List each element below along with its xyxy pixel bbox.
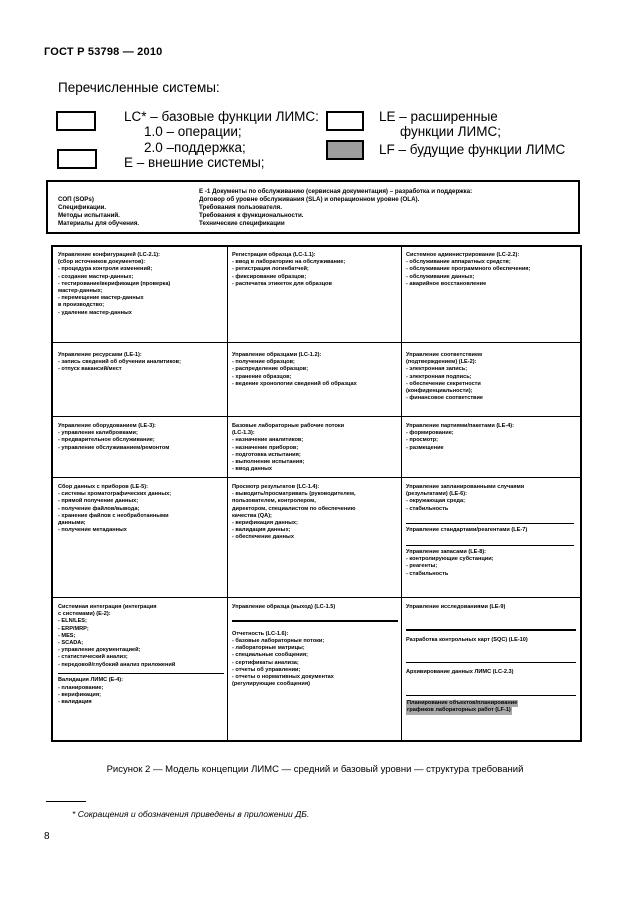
cell-separator (406, 545, 574, 547)
cell-line: - финансовое соответствие (406, 395, 484, 402)
legend-box-lc (56, 111, 96, 131)
sop-left-item: Спецификации. (58, 204, 107, 211)
cell-reporting (232, 631, 398, 689)
cell-line: Управление запланированными случаями (406, 484, 525, 490)
cell-line: (результатами) (LE-6): (406, 491, 467, 498)
sop-right-item: Договор об уровне обслуживания (SLA) и операционном уровне (OLA). (199, 196, 420, 203)
grid-divider (53, 342, 580, 343)
sop-right-item: Е -1 Документы по обслуживанию (сервисная документация) – разработка и поддержка: (199, 188, 473, 195)
sop-left-item: Методы испытаний. (58, 212, 120, 219)
cell-line: - электронная подпись; (406, 373, 472, 380)
cell-system-integration (58, 604, 224, 669)
sop-box (46, 180, 580, 234)
cell-line: Отчетность (LC-1.6): (232, 630, 289, 637)
cell-system-admin (406, 252, 530, 288)
cell-line: Управление конфигурацией (LC-2.1): (58, 252, 161, 258)
cell-line: Управление партиями/пакетами (LE-4): (406, 423, 515, 429)
cell-line: Разработка контрольных карт (SQC) (LE-10) (406, 636, 528, 643)
cell-line: Сбор данных с приборов (LE-5): (58, 484, 148, 490)
cell-line: - получение образцов; (232, 359, 295, 366)
legend-le-line1: LE – расширенные (379, 109, 498, 124)
cell-line: - предварительное обслуживание; (58, 437, 155, 444)
cell-line: Базовые лабораторные рабочие потоки (232, 423, 345, 429)
cell-line: - верификация; (58, 691, 101, 698)
cell-line: - лабораторные матрицы; (232, 645, 305, 652)
page-number: 8 (44, 831, 50, 842)
cell-line: - выводить/просматривать (руководителем, (232, 491, 356, 498)
cell-lims-validation (58, 677, 224, 706)
sop-right-item: Требования к функциональности. (199, 212, 304, 219)
cell-compliance-management (406, 352, 483, 402)
grid-divider (227, 247, 228, 740)
cell-inventory (406, 549, 574, 578)
cell-line: - формирование; (406, 430, 454, 437)
cell-line: - обслуживание данных; (406, 273, 475, 280)
cell-research-management (406, 604, 576, 611)
cell-basic-workflows (232, 423, 344, 473)
cell-line: Управление соответствием (406, 352, 483, 358)
cell-separator (406, 523, 574, 525)
footnote-rule (46, 801, 86, 802)
cell-line: - назначение аналитиков; (232, 437, 304, 444)
cell-line: - валидация (58, 698, 92, 705)
cell-line: Валидация ЛИМС (E-4): (58, 677, 123, 684)
cell-line: Планирование объектов/планирование (407, 700, 518, 707)
cell-line: - ввод в лабораторию на обслуживание; (232, 259, 346, 266)
cell-line: - обслуживание аппаратных средств; (406, 259, 511, 266)
cell-line: - ведение хронологии сведений об образцах (232, 380, 357, 387)
cell-scheduled-events-group (406, 484, 574, 578)
cell-sample-registration (232, 252, 345, 288)
cell-line: Управление стандартами/реагентами (LE-7) (406, 527, 528, 534)
grid-divider (53, 477, 580, 478)
legend-box-e (57, 149, 97, 169)
cell-line: - верификация данных; (232, 520, 298, 527)
cell-line: - окружающая среда; (406, 498, 465, 505)
cell-line: - SCADA; (58, 640, 84, 647)
cell-control-charts (406, 637, 576, 644)
cell-line: - подготовка испытания; (232, 451, 301, 458)
cell-line: - размещение (406, 444, 444, 451)
cell-output-group (232, 604, 398, 688)
cell-line: - удаление мастер-данных (58, 309, 132, 316)
grid-divider (53, 416, 580, 417)
cell-line: - сертификаты анализа; (232, 659, 299, 666)
cell-line: - распечатка этикеток для образцов (232, 280, 332, 287)
cell-line: - отчеты о нормативных документах (232, 673, 334, 680)
cell-line: - обеспечение данных (232, 534, 294, 541)
sop-right-item: Технические спецификации (199, 220, 285, 227)
legend-lc-line3: 2.0 –поддержка; (144, 140, 246, 155)
legend-lf-line: LF – будущие функции ЛИМС (379, 142, 566, 157)
cell-line: графиков лабораторных работ (LF-1) (407, 707, 511, 714)
cell-line: - ELN/LES; (58, 618, 87, 625)
cell-scheduled-events (406, 484, 574, 513)
cell-line: - MES; (58, 632, 76, 639)
figure-caption: Рисунок 2 — Модель концепции ЛИМС — средний и базовый уровни — структура требований (106, 764, 524, 775)
cell-line: - хранение образцов; (232, 373, 292, 380)
cell-line: Системное администрирование (LC-2.2): (406, 252, 520, 258)
cell-line: - реагенты; (406, 563, 438, 570)
cell-line: - ERP/MRP; (58, 625, 89, 632)
cell-planning-future (406, 700, 576, 714)
cell-line: - электронная запись; (406, 366, 468, 373)
cell-result-review (232, 484, 356, 542)
legend-box-le (326, 111, 364, 131)
cell-line: (подтверждением) (LE-2): (406, 359, 477, 366)
sop-left-item: СОП (SOPs) (58, 196, 94, 203)
cell-line: - прямой получение данных; (58, 498, 139, 505)
cell-line: - контролирующие субстанции; (406, 556, 494, 563)
sop-left-list (58, 196, 139, 228)
requirements-grid (51, 245, 582, 742)
cell-line: - специальные сообщения; (232, 652, 308, 659)
cell-line: директором, специалистом по обеспечению (232, 505, 356, 512)
cell-line: - стабильность (406, 570, 449, 577)
cell-sample-output (232, 604, 398, 611)
cell-line: (регулирующие сообщения) (232, 681, 310, 688)
cell-line: - обслуживание программного обеспечения; (406, 266, 531, 273)
cell-data-archiving (406, 669, 576, 676)
cell-line: Регистрация образца (LC-1.1): (232, 252, 316, 258)
cell-line: - фиксирование образцов; (232, 273, 307, 280)
cell-research-group (406, 604, 576, 715)
sop-left-item: Материалы для обучения. (58, 220, 140, 227)
cell-line: пользователем, контролером, (232, 498, 316, 505)
cell-line: - процедура контроля изменений; (58, 266, 153, 273)
cell-line: - статистический анализ; (58, 654, 128, 661)
cell-config-management (58, 252, 170, 317)
grid-divider (53, 597, 580, 598)
cell-line: - тестирование/верификация (проверка) (58, 280, 171, 287)
cell-line: - обеспечение секретности (406, 380, 481, 387)
cell-line: - стабильность (406, 505, 449, 512)
cell-line: Управление образцами (LC-1.2): (232, 352, 322, 358)
cell-line: - отпуск вакансий/мест (58, 366, 122, 373)
sop-right-item: Требования пользователя. (199, 204, 283, 211)
cell-line: - управление обслуживанием/ремонтом (58, 444, 170, 451)
cell-line: - отчеты об управлении; (232, 666, 301, 673)
cell-resource-management (58, 352, 181, 374)
cell-line: Системная интеграция (интеграция (58, 604, 157, 610)
cell-line: - хранение файлов с необработанными (58, 512, 169, 519)
cell-instrument-data (58, 484, 171, 534)
cell-line: Управление ресурсами (LE-1): (58, 352, 142, 358)
cell-line: - управление документацией; (58, 647, 141, 654)
cell-line: - просмотр; (406, 437, 439, 444)
legend-e-line: E – внешние системы; (124, 155, 265, 170)
cell-line: (сбор источников документов): (58, 259, 146, 266)
cell-separator (58, 673, 224, 675)
cell-line: - ввод данных (232, 466, 272, 473)
legend-title: Перечисленные системы: (58, 80, 220, 95)
cell-sample-management (232, 352, 357, 388)
cell-line: - распределение образцов; (232, 366, 309, 373)
grid-divider (401, 247, 402, 740)
cell-separator (232, 620, 398, 622)
cell-line: - запись сведений об обучении аналитиков; (58, 359, 181, 366)
cell-equipment-management (58, 423, 169, 452)
cell-line: с системами) (E-2): (58, 611, 111, 618)
cell-line: - перемещение мастер-данных (58, 295, 144, 302)
cell-line: (конфиденциальности); (406, 388, 473, 395)
cell-separator (406, 662, 576, 664)
cell-standards-reagents (406, 527, 574, 534)
cell-line: - аварийное восстановление (406, 280, 487, 287)
cell-line: - управление калибровками; (58, 430, 138, 437)
cell-line: - валидация данных; (232, 527, 291, 534)
cell-line: - передовой/глубокий анализ приложений (58, 661, 176, 668)
cell-line: качества (QA); (232, 512, 272, 519)
legend-lc-line2: 1.0 – операции; (144, 124, 242, 139)
cell-line: Просмотр результатов (LC-1.4): (232, 484, 320, 490)
cell-integration-group (58, 604, 224, 706)
cell-line: Управление оборудованием (LE-3): (58, 423, 156, 429)
legend-le-line2: функции ЛИМС; (400, 124, 501, 139)
cell-batch-management (406, 423, 514, 452)
cell-line: - назначение приборов; (232, 444, 299, 451)
document-header: ГОСТ Р 53798 — 2010 (44, 46, 163, 58)
cell-line: - регистрация логинбатчей; (232, 266, 309, 273)
cell-line: данными; (58, 520, 86, 527)
cell-line: Управление исследованиями (LE-9) (406, 604, 506, 610)
legend-box-lf (326, 140, 364, 160)
sop-right-list (199, 188, 472, 228)
cell-line: в производство; (58, 302, 105, 309)
cell-line: - получение метаданных (58, 527, 127, 534)
cell-line: мастер-данных; (58, 288, 103, 295)
cell-line: - системы хроматографических данных; (58, 491, 172, 498)
cell-line: (LC-1.3): (232, 430, 255, 437)
cell-line: - базовые лабораторные потоки; (232, 637, 325, 644)
cell-line: - планирование; (58, 684, 104, 691)
cell-separator (406, 629, 576, 631)
cell-separator (406, 695, 576, 697)
footnote: * Сокращения и обозначения приведены в приложении ДБ. (72, 809, 310, 819)
cell-line: Управление запасами (LE-8): (406, 549, 487, 556)
cell-line: - создание мастер-данных; (58, 273, 134, 280)
cell-line: - получение файлов/вывода; (58, 505, 140, 512)
cell-line: - выполнение испытания; (232, 459, 305, 466)
cell-line: Архивирование данных ЛИМС (LC-2.3) (406, 669, 514, 676)
cell-line: Управление образца (выход) (LC-1.5) (232, 604, 336, 610)
legend-lc-line1: LC* – базовые функции ЛИМС: (124, 109, 319, 124)
